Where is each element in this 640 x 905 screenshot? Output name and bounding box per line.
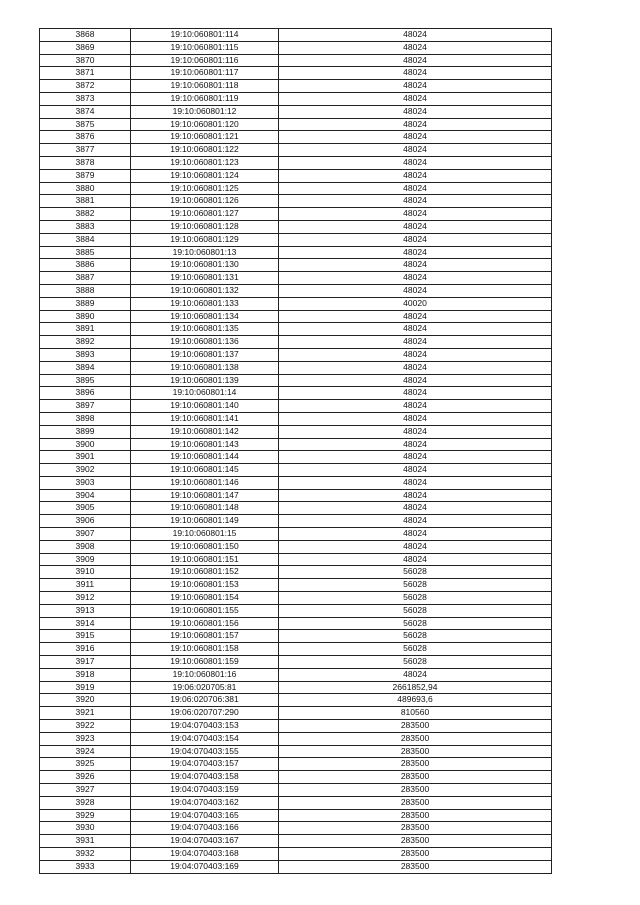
value-cell: 48024 (279, 220, 552, 233)
value-cell: 48024 (279, 348, 552, 361)
table-row (40, 656, 552, 669)
row-number-cell: 3922 (40, 720, 131, 733)
cadastral-number-cell: 19:10:060801:129 (131, 233, 279, 246)
row-number-cell: 3879 (40, 169, 131, 182)
row-number-cell: 3916 (40, 643, 131, 656)
table-row (40, 297, 552, 310)
cadastral-number-cell: 19:10:060801:137 (131, 348, 279, 361)
value-cell: 283500 (279, 758, 552, 771)
value-cell: 283500 (279, 809, 552, 822)
value-cell: 48024 (279, 502, 552, 515)
value-cell: 48024 (279, 156, 552, 169)
value-cell: 48024 (279, 259, 552, 272)
table-row (40, 566, 552, 579)
table-row (40, 348, 552, 361)
value-cell: 48024 (279, 374, 552, 387)
value-cell: 56028 (279, 592, 552, 605)
cadastral-number-cell: 19:06:020706:381 (131, 694, 279, 707)
table-row (40, 476, 552, 489)
cadastral-number-cell: 19:10:060801:117 (131, 67, 279, 80)
value-cell: 283500 (279, 860, 552, 873)
table-row (40, 336, 552, 349)
value-cell: 48024 (279, 425, 552, 438)
cadastral-number-cell: 19:10:060801:139 (131, 374, 279, 387)
data-table (39, 28, 552, 874)
cadastral-number-cell: 19:10:060801:13 (131, 246, 279, 259)
value-cell: 48024 (279, 144, 552, 157)
table-row (40, 784, 552, 797)
cadastral-number-cell: 19:10:060801:154 (131, 592, 279, 605)
cadastral-number-cell: 19:10:060801:133 (131, 297, 279, 310)
value-cell: 48024 (279, 272, 552, 285)
cadastral-number-cell: 19:10:060801:116 (131, 54, 279, 67)
value-cell: 283500 (279, 835, 552, 848)
value-cell: 56028 (279, 630, 552, 643)
row-number-cell: 3930 (40, 822, 131, 835)
cadastral-number-cell: 19:10:060801:115 (131, 41, 279, 54)
row-number-cell: 3880 (40, 182, 131, 195)
cadastral-number-cell: 19:10:060801:140 (131, 400, 279, 413)
value-cell: 48024 (279, 105, 552, 118)
value-cell: 56028 (279, 617, 552, 630)
table-row (40, 67, 552, 80)
table-row (40, 745, 552, 758)
row-number-cell: 3899 (40, 425, 131, 438)
row-number-cell: 3890 (40, 310, 131, 323)
row-number-cell: 3896 (40, 387, 131, 400)
value-cell: 283500 (279, 784, 552, 797)
cadastral-number-cell: 19:04:070403:153 (131, 720, 279, 733)
table-row (40, 246, 552, 259)
row-number-cell: 3886 (40, 259, 131, 272)
value-cell: 2661852,94 (279, 681, 552, 694)
row-number-cell: 3913 (40, 604, 131, 617)
table-row (40, 361, 552, 374)
table-row (40, 515, 552, 528)
table-row (40, 835, 552, 848)
table-row (40, 592, 552, 605)
row-number-cell: 3926 (40, 771, 131, 784)
row-number-cell: 3932 (40, 848, 131, 861)
cadastral-number-cell: 19:04:070403:155 (131, 745, 279, 758)
table-row (40, 412, 552, 425)
table-row (40, 758, 552, 771)
row-number-cell: 3933 (40, 860, 131, 873)
cadastral-number-cell: 19:10:060801:122 (131, 144, 279, 157)
row-number-cell: 3911 (40, 579, 131, 592)
row-number-cell: 3888 (40, 284, 131, 297)
value-cell: 48024 (279, 246, 552, 259)
cadastral-number-cell: 19:04:070403:167 (131, 835, 279, 848)
row-number-cell: 3877 (40, 144, 131, 157)
cadastral-number-cell: 19:10:060801:138 (131, 361, 279, 374)
cadastral-number-cell: 19:10:060801:16 (131, 668, 279, 681)
table-row (40, 502, 552, 515)
cadastral-number-cell: 19:10:060801:146 (131, 476, 279, 489)
cadastral-number-cell: 19:04:070403:158 (131, 771, 279, 784)
table-row (40, 617, 552, 630)
table-row (40, 604, 552, 617)
row-number-cell: 3918 (40, 668, 131, 681)
value-cell: 48024 (279, 451, 552, 464)
cadastral-number-cell: 19:10:060801:114 (131, 29, 279, 42)
cadastral-number-cell: 19:10:060801:145 (131, 464, 279, 477)
cadastral-number-cell: 19:04:070403:169 (131, 860, 279, 873)
value-cell: 48024 (279, 412, 552, 425)
cadastral-number-cell: 19:10:060801:119 (131, 92, 279, 105)
table-row (40, 732, 552, 745)
row-number-cell: 3920 (40, 694, 131, 707)
row-number-cell: 3904 (40, 489, 131, 502)
row-number-cell: 3912 (40, 592, 131, 605)
row-number-cell: 3907 (40, 528, 131, 541)
row-number-cell: 3893 (40, 348, 131, 361)
table-row (40, 528, 552, 541)
table-row (40, 41, 552, 54)
table-row (40, 707, 552, 720)
table-row (40, 438, 552, 451)
cadastral-number-cell: 19:10:060801:147 (131, 489, 279, 502)
row-number-cell: 3901 (40, 451, 131, 464)
value-cell: 48024 (279, 336, 552, 349)
cadastral-number-cell: 19:04:070403:168 (131, 848, 279, 861)
table-row (40, 105, 552, 118)
cadastral-number-cell: 19:10:060801:141 (131, 412, 279, 425)
row-number-cell: 3923 (40, 732, 131, 745)
row-number-cell: 3894 (40, 361, 131, 374)
value-cell: 283500 (279, 720, 552, 733)
row-number-cell: 3873 (40, 92, 131, 105)
table-row (40, 630, 552, 643)
row-number-cell: 3914 (40, 617, 131, 630)
table-row (40, 156, 552, 169)
table-row (40, 489, 552, 502)
cadastral-number-cell: 19:04:070403:162 (131, 796, 279, 809)
table-row (40, 131, 552, 144)
table-row (40, 681, 552, 694)
table-row (40, 464, 552, 477)
value-cell: 48024 (279, 54, 552, 67)
cadastral-number-cell: 19:10:060801:134 (131, 310, 279, 323)
value-cell: 48024 (279, 80, 552, 93)
row-number-cell: 3919 (40, 681, 131, 694)
value-cell: 56028 (279, 656, 552, 669)
table-row (40, 643, 552, 656)
row-number-cell: 3875 (40, 118, 131, 131)
row-number-cell: 3884 (40, 233, 131, 246)
cadastral-number-cell: 19:10:060801:132 (131, 284, 279, 297)
row-number-cell: 3917 (40, 656, 131, 669)
cadastral-number-cell: 19:10:060801:124 (131, 169, 279, 182)
value-cell: 56028 (279, 643, 552, 656)
table-body (40, 29, 552, 874)
row-number-cell: 3869 (40, 41, 131, 54)
value-cell: 810560 (279, 707, 552, 720)
cadastral-number-cell: 19:04:070403:165 (131, 809, 279, 822)
cadastral-number-cell: 19:10:060801:150 (131, 540, 279, 553)
cadastral-number-cell: 19:10:060801:157 (131, 630, 279, 643)
value-cell: 48024 (279, 528, 552, 541)
row-number-cell: 3915 (40, 630, 131, 643)
row-number-cell: 3929 (40, 809, 131, 822)
cadastral-number-cell: 19:10:060801:121 (131, 131, 279, 144)
table-row (40, 80, 552, 93)
cadastral-number-cell: 19:10:060801:136 (131, 336, 279, 349)
row-number-cell: 3871 (40, 67, 131, 80)
value-cell: 48024 (279, 553, 552, 566)
table-row (40, 668, 552, 681)
cadastral-number-cell: 19:10:060801:123 (131, 156, 279, 169)
row-number-cell: 3882 (40, 208, 131, 221)
cadastral-number-cell: 19:10:060801:156 (131, 617, 279, 630)
table-row (40, 208, 552, 221)
cadastral-number-cell: 19:10:060801:149 (131, 515, 279, 528)
row-number-cell: 3889 (40, 297, 131, 310)
cadastral-number-cell: 19:04:070403:154 (131, 732, 279, 745)
value-cell: 283500 (279, 745, 552, 758)
table-row (40, 54, 552, 67)
table-row (40, 374, 552, 387)
row-number-cell: 3910 (40, 566, 131, 579)
value-cell: 40020 (279, 297, 552, 310)
row-number-cell: 3900 (40, 438, 131, 451)
row-number-cell: 3903 (40, 476, 131, 489)
row-number-cell: 3895 (40, 374, 131, 387)
table-row (40, 860, 552, 873)
cadastral-number-cell: 19:10:060801:131 (131, 272, 279, 285)
cadastral-number-cell: 19:10:060801:127 (131, 208, 279, 221)
table-row (40, 233, 552, 246)
row-number-cell: 3872 (40, 80, 131, 93)
table-row (40, 822, 552, 835)
cadastral-number-cell: 19:04:070403:159 (131, 784, 279, 797)
value-cell: 48024 (279, 208, 552, 221)
value-cell: 48024 (279, 438, 552, 451)
row-number-cell: 3931 (40, 835, 131, 848)
cadastral-number-cell: 19:10:060801:152 (131, 566, 279, 579)
value-cell: 283500 (279, 822, 552, 835)
row-number-cell: 3908 (40, 540, 131, 553)
row-number-cell: 3881 (40, 195, 131, 208)
value-cell: 48024 (279, 182, 552, 195)
value-cell: 48024 (279, 169, 552, 182)
value-cell: 48024 (279, 668, 552, 681)
row-number-cell: 3925 (40, 758, 131, 771)
row-number-cell: 3876 (40, 131, 131, 144)
value-cell: 48024 (279, 67, 552, 80)
cadastral-number-cell: 19:10:060801:120 (131, 118, 279, 131)
row-number-cell: 3898 (40, 412, 131, 425)
row-number-cell: 3905 (40, 502, 131, 515)
value-cell: 283500 (279, 732, 552, 745)
value-cell: 56028 (279, 579, 552, 592)
row-number-cell: 3868 (40, 29, 131, 42)
cadastral-number-cell: 19:10:060801:125 (131, 182, 279, 195)
row-number-cell: 3874 (40, 105, 131, 118)
value-cell: 48024 (279, 489, 552, 502)
table-row (40, 182, 552, 195)
value-cell: 48024 (279, 361, 552, 374)
table-row (40, 92, 552, 105)
value-cell: 48024 (279, 195, 552, 208)
table-row (40, 272, 552, 285)
cadastral-number-cell: 19:10:060801:153 (131, 579, 279, 592)
cadastral-number-cell: 19:10:060801:144 (131, 451, 279, 464)
table-row (40, 118, 552, 131)
row-number-cell: 3921 (40, 707, 131, 720)
cadastral-number-cell: 19:10:060801:158 (131, 643, 279, 656)
value-cell: 283500 (279, 848, 552, 861)
table-row (40, 195, 552, 208)
value-cell: 56028 (279, 604, 552, 617)
row-number-cell: 3885 (40, 246, 131, 259)
cadastral-number-cell: 19:04:070403:166 (131, 822, 279, 835)
row-number-cell: 3909 (40, 553, 131, 566)
cadastral-number-cell: 19:10:060801:14 (131, 387, 279, 400)
value-cell: 48024 (279, 387, 552, 400)
cadastral-number-cell: 19:10:060801:130 (131, 259, 279, 272)
value-cell: 48024 (279, 515, 552, 528)
value-cell: 48024 (279, 540, 552, 553)
table-row (40, 796, 552, 809)
value-cell: 48024 (279, 92, 552, 105)
row-number-cell: 3897 (40, 400, 131, 413)
row-number-cell: 3891 (40, 323, 131, 336)
table-row (40, 144, 552, 157)
cadastral-number-cell: 19:10:060801:15 (131, 528, 279, 541)
table-row (40, 259, 552, 272)
value-cell: 48024 (279, 131, 552, 144)
row-number-cell: 3924 (40, 745, 131, 758)
cadastral-number-cell: 19:10:060801:118 (131, 80, 279, 93)
row-number-cell: 3870 (40, 54, 131, 67)
table-row (40, 310, 552, 323)
table-row (40, 694, 552, 707)
cadastral-number-cell: 19:06:020707:290 (131, 707, 279, 720)
table-row (40, 400, 552, 413)
cadastral-number-cell: 19:10:060801:142 (131, 425, 279, 438)
table-row (40, 284, 552, 297)
table-row (40, 579, 552, 592)
cadastral-number-cell: 19:10:060801:135 (131, 323, 279, 336)
value-cell: 56028 (279, 566, 552, 579)
value-cell: 48024 (279, 310, 552, 323)
cadastral-number-cell: 19:06:020705:81 (131, 681, 279, 694)
table-row (40, 540, 552, 553)
row-number-cell: 3883 (40, 220, 131, 233)
row-number-cell: 3902 (40, 464, 131, 477)
row-number-cell: 3928 (40, 796, 131, 809)
row-number-cell: 3892 (40, 336, 131, 349)
value-cell: 48024 (279, 476, 552, 489)
cadastral-number-cell: 19:10:060801:148 (131, 502, 279, 515)
table-row (40, 323, 552, 336)
cadastral-number-cell: 19:10:060801:126 (131, 195, 279, 208)
table-row (40, 553, 552, 566)
table-row (40, 169, 552, 182)
value-cell: 48024 (279, 29, 552, 42)
table-row (40, 220, 552, 233)
value-cell: 48024 (279, 41, 552, 54)
value-cell: 48024 (279, 233, 552, 246)
value-cell: 48024 (279, 464, 552, 477)
cadastral-number-cell: 19:10:060801:159 (131, 656, 279, 669)
table-row (40, 720, 552, 733)
table-row (40, 451, 552, 464)
value-cell: 48024 (279, 284, 552, 297)
value-cell: 489693,6 (279, 694, 552, 707)
table-row (40, 848, 552, 861)
table-row (40, 809, 552, 822)
row-number-cell: 3878 (40, 156, 131, 169)
table-row (40, 425, 552, 438)
value-cell: 48024 (279, 400, 552, 413)
table-row (40, 29, 552, 42)
cadastral-number-cell: 19:10:060801:12 (131, 105, 279, 118)
cadastral-number-cell: 19:04:070403:157 (131, 758, 279, 771)
table-row (40, 387, 552, 400)
value-cell: 283500 (279, 796, 552, 809)
cadastral-number-cell: 19:10:060801:151 (131, 553, 279, 566)
value-cell: 48024 (279, 118, 552, 131)
row-number-cell: 3927 (40, 784, 131, 797)
table-row (40, 771, 552, 784)
row-number-cell: 3906 (40, 515, 131, 528)
cadastral-number-cell: 19:10:060801:128 (131, 220, 279, 233)
value-cell: 283500 (279, 771, 552, 784)
cadastral-number-cell: 19:10:060801:143 (131, 438, 279, 451)
cadastral-number-cell: 19:10:060801:155 (131, 604, 279, 617)
row-number-cell: 3887 (40, 272, 131, 285)
value-cell: 48024 (279, 323, 552, 336)
